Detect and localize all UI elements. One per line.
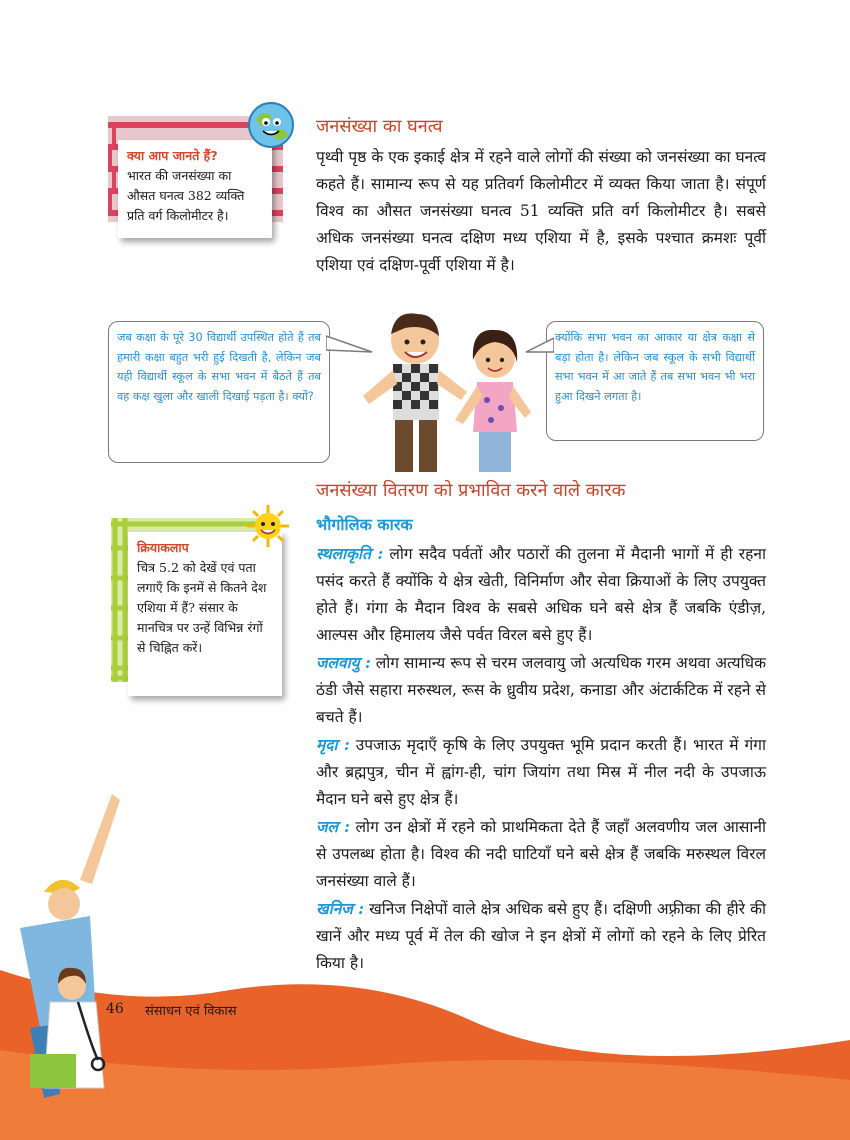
did-you-know-text: भारत की जनसंख्या का औसत घनत्व 382 व्यक्ति प्रति वर्ग किलोमीटर है। (127, 168, 245, 223)
factor-term: जल : (316, 817, 350, 836)
right-speech-bubble (546, 321, 764, 441)
activity-text: चित्र 5.2 को देखें एवं पता लगाएँ कि इनमें से कितने देश एशिया में हैं? संसार के मानचित्र पर उन्हें विभिन्न रंगों से चिह्नित करें। (137, 560, 267, 655)
factors-heading: जनसंख्या वितरण को प्रभावित करने वाले कारक (316, 480, 626, 501)
factor-text: लोग सदैव पर्वतों और पठारों की तुलना में मैदानी भागों में ही रहना पसंद करते हैं क्योंकि ये क्षेत्र खेती, विनिर्माण और सेवा क्रियाओं के लिए उपयुक्त होते हैं। गंगा के मैदान विश्व के सबसे अधिक घने बसे क्षेत्र हैं जबकि एंडीज़, आल्पस और हिमालय जैसे पर्वत विरल बसे हुए हैं। (316, 545, 766, 644)
factor-term: जलवायु : (316, 653, 371, 672)
did-you-know-box (118, 140, 272, 238)
factor-item (316, 813, 766, 895)
factor-term: स्थलाकृति : (316, 544, 384, 563)
footer-book-title: संसाधन एवं विकास (145, 1004, 237, 1019)
density-paragraph: पृथ्वी पृष्ठ के एक इकाई क्षेत्र में रहने वाले लोगों की संख्या को जनसंख्या का घनत्व कहते हैं। सामान्य रूप से यह प्रतिवर्ग किलोमीटर में व्यक्त किया जाता है। संपूर्ण विश्व का औसत जनसंख्या घनत्व 51 व्यक्ति प्रति वर्ग किलोमीटर है। सबसे अधिक जनसंख्या घनत्व दक्षिण मध्य एशिया में है, इसके पश्चात क्रमशः पूर्वी एशिया एवं दक्षिण-पूर्वी एशिया में है। (316, 148, 766, 274)
factor-term: खनिज : (316, 899, 365, 918)
geographic-factors-subheading: भौगोलिक कारक (316, 515, 413, 534)
left-speech-bubble (108, 321, 330, 463)
did-you-know-title: क्या आप जानते हैं? (127, 148, 218, 163)
factor-text: खनिज निक्षेपों वाले क्षेत्र अधिक बसे हुए हैं। दक्षिणी अफ़्रीका की हीरे की खानें और मध्य पूर्व में तेल की खोज ने इन क्षेत्रों में लोगों को रहने के लिए प्रेरित किया है। (316, 900, 766, 972)
factor-item (316, 731, 766, 813)
globe-mascot-icon (246, 100, 296, 150)
left-speech-text: जब कक्षा के पूरे 30 विद्यार्थी उपस्थित होते हैं तब हमारी कक्षा बहुत भरी हुई दिखती है, लेकिन जब यही विद्यार्थी स्कूल के सभा भवन में बैठते हैं तब वह कक्ष खुला और खाली दिखाई पड़ता है। क्यों? (117, 331, 321, 403)
factor-text: उपजाऊ मृदाएँ कृषि के लिए उपयुक्त भूमि प्रदान करती हैं। भारत में गंगा और ब्रह्मपुत्र, चीन में ह्वांग-ही, चांग जियांग तथा मिस्र में नील नदी के उपजाऊ मैदान घने बसे हुए क्षेत्र हैं। (316, 736, 766, 808)
footer-page-number: 46 (106, 1001, 124, 1017)
factor-text: लोग उन क्षेत्रों में रहने को प्राथमिकता देते हैं जहाँ अलवणीय जल आसानी से उपलब्ध होता है। विश्व की नदी घाटियाँ घने बसे क्षेत्र हैं जबकि मरुस्थल विरल जनसंख्या वाले हैं। (316, 818, 766, 890)
factor-text: लोग सामान्य रूप से चरम जलवायु जो अत्यधिक गरम अथवा अत्यधिक ठंडी जैसे सहारा मरुस्थल, रूस के ध्रुवीय प्रदेश, कनाडा और अंटार्कटिक में रहने से बचते हैं। (316, 654, 766, 726)
footer-people-illustration (0, 788, 130, 1140)
activity-box (128, 532, 282, 696)
factors-list (316, 540, 766, 977)
activity-title: क्रियाकलाप (137, 540, 189, 555)
density-heading: जनसंख्या का घनत्व (316, 116, 443, 137)
children-talking-illustration (345, 300, 545, 472)
factor-term: मृदा : (316, 735, 350, 754)
factor-item (316, 540, 766, 649)
right-speech-text: क्योंकि सभा भवन का आकार या क्षेत्र कक्षा से बड़ा होता है। लेकिन जब स्कूल के सभी विद्यार्थी सभा भवन में आ जाते हैं तब सभा भवन भी भरा हुआ दिखने लगता है। (555, 331, 755, 403)
factor-item (316, 649, 766, 731)
sun-mascot-icon (246, 504, 290, 548)
